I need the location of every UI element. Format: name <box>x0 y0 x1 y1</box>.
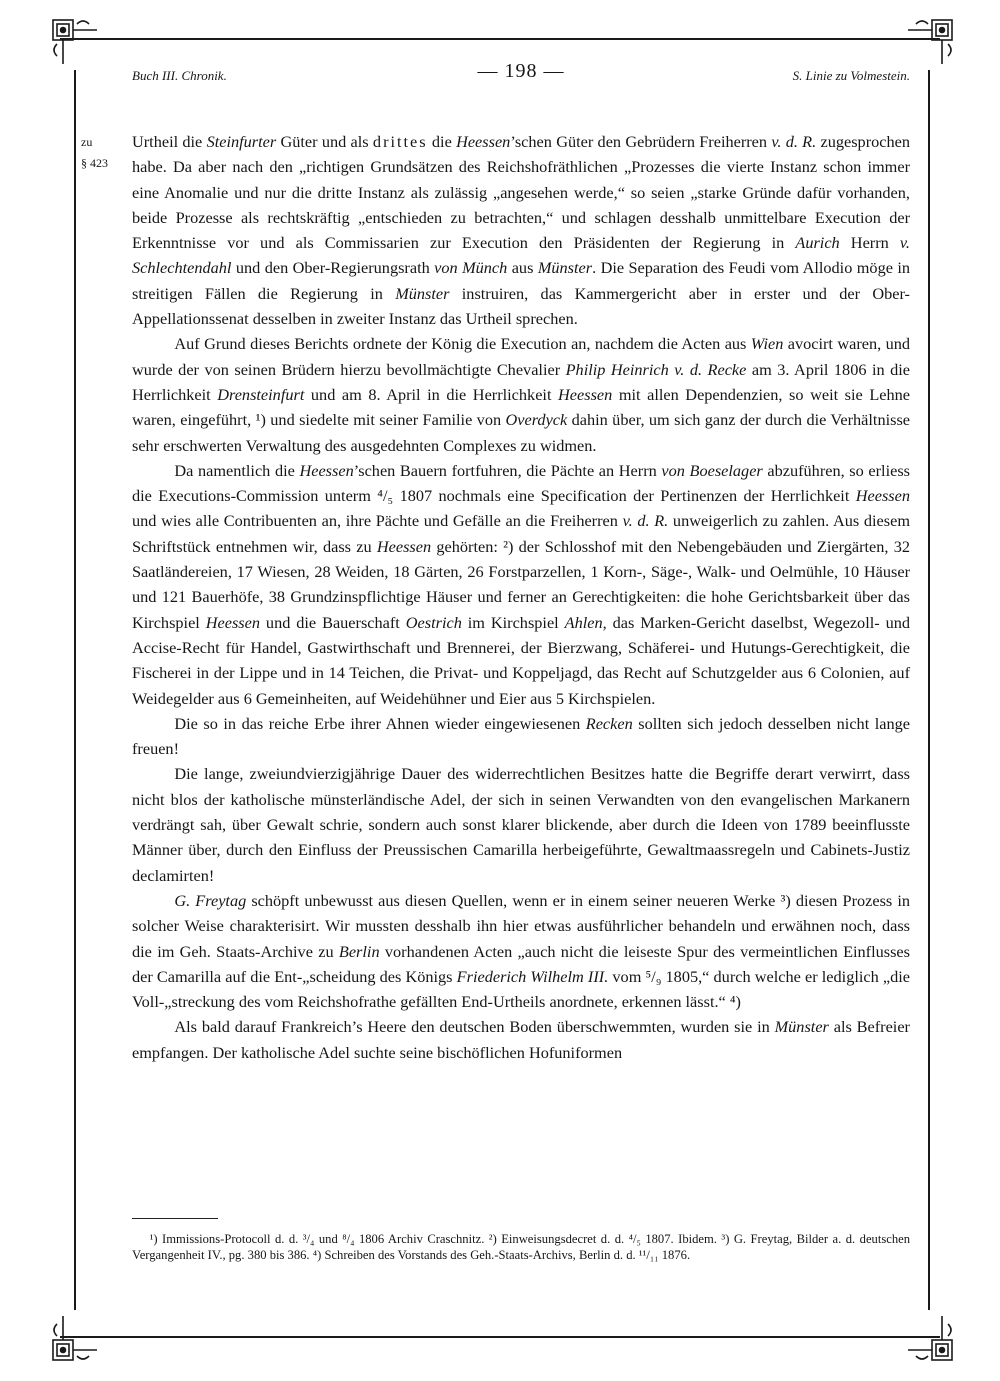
paragraph-1: Urtheil die Steinfurter Güter und als drittes die Heessen’schen Güter den Gebrüdern Freiherren v. d. R. zugesprochen habe. Da aber nach den „richtigen Grundsätzen des Reichshofräthlichen „Prozesses die vierte Instanz schon immer eine Anomalie und nur die dritte Instanz als zulässig „angesehen werde,“ so seien „starke Gründe dafür vorhanden, beide Prozesse als rechtskräftig „entschieden zu betrachten,“ und schlagen desshalb unmittelbare Execution der Erkenntnisse vor und als Commissarien zur Execution den Präsidenten der Regierung in Aurich Herrn v. Schlechtendahl und den Ober-Regierungsrath von Münch aus Münster. Die Separation des Feudi vom Allodio möge in streitigen Fällen die Regierung in Münster instruiren, das Kammergericht aber in erster und der Ober-Appellationssenat desselben in zweiter Instanz das Urtheil sprechen. <box>132 132 911 329</box>
frame-top-line <box>60 38 940 40</box>
frame-right-line <box>928 70 930 1310</box>
paragraph-7: Als bald darauf Frankreich’s Heere den deutschen Boden überschwemmten, wurden sie in Münster als Befreier empfangen. Der katholische Adel suchte seine bischöflichen Hofuniformen <box>132 1017 910 1062</box>
corner-ornament-bottom-left <box>47 1308 105 1366</box>
main-text <box>132 129 910 1065</box>
paragraph-4: Die so in das reiche Erbe ihrer Ahnen wieder eingewiesenen Recken sollten sich jedoch desselben nicht lange freuen! <box>132 713 910 759</box>
frame-left-line <box>74 70 76 1310</box>
paragraph-5: Die lange, zweiundvierzigjährige Dauer des widerrechtlichen Besitzes hatte die Begriffe derart verwirrt, dass nicht blos der katholische münsterländische Adel, der sich in seinen Verwandten von den evangelischen Markanern verdrängt sah, über Gewalt schrie, sondern auch sonst klarer blickende, aber durch die Ideen von 1789 beeinflusste Männer über, durch den Einfluss der Preussischen Camarilla herbeigeführte, Gewaltmaassregeln und Cabinets-Justiz declamirten! <box>132 764 910 885</box>
header-right-title: S. Linie zu Volmestein. <box>792 68 910 83</box>
margin-note-paragraph-ref: § 423 <box>81 156 108 170</box>
paragraph-3: Da namentlich die Heessen’schen Bauern fortfuhren, die Pächte an Herrn von Boeselager abzuführen, so erliess die Executions-Commission unterm ⁴/₅ 1807 nochmals eine Specification der Pertinenzen der Herrlichkeit Heessen und wies alle Contribuenten an, ihre Pächte und Gefälle an die Freiherren v. d. R. unweigerlich zu zahlen. Aus diesem Schriftstück entnehmen wir, dass zu Heessen gehörten: ²) der Schlosshof mit den Nebengebäuden und Ziergärten, 32 Saatländereien, 17 Wiesen, 28 Weiden, 18 Gärten, 26 Forstparzellen, 1 Korn-, Säge-, Walk- und Oelmühle, 10 Häuser und 121 Bauerhöfe, 38 Grundzinspflichtige Häuser und ferner an Gerechtigkeiten: die hohe Gerichtsbarkeit über das Kirchspiel Heessen und die Bauerschaft Oestrich im Kirchspiel Ahlen, das Marken-Gericht daselbst, Wegezoll- und Accise-Recht für Handel, Gastwirthschaft und Brennerei, der Bierzwang, Schäferei- und Hutungs-Gerechtigkeit, die Fischerei in der Lippe und in 14 Teichen, die Privat- und Koppeljagd, das Recht auf Schutzgelder aus 6 Colonien, auf Weidegelder aus 6 Gemeinheiten, auf Weidehühner und Eier aus 5 Kirchspielen. <box>132 460 911 708</box>
margin-note-zu: zu <box>81 135 93 149</box>
paragraph-6: G. Freytag schöpft unbewusst aus diesen Quellen, wenn er in einem seiner neueren Werke ³) diesen Prozess in solcher Weise charakterisirt. Wir mussten desshalb ihn hier etwas ausführlicher behandeln und erwähnen noch, dass die im Geh. Staats-Archive zu Berlin vorhandenen Acten „auch nicht die leiseste Spur des vermeintlichen Einflusses der Camarilla auf die Ent-„scheidung des Königs Friederich Wilhelm III. vom ⁵/₉ 1805,“ durch welche er lediglich „die Voll-„streckung des vom Reichshofrathe gefällten End-Urtheils anordnete, erkennen lässt.“ ⁴) <box>132 890 911 1012</box>
corner-ornament-bottom-right <box>900 1308 958 1366</box>
paragraph-2: Auf Grund dieses Berichts ordnete der König die Execution an, nachdem die Acten aus Wien avocirt waren, und wurde der von seinen Brüdern hierzu bevollmächtigte Chevalier Philip Heinrich v. d. Recke am 3. April 1806 in die Herrlichkeit Drensteinfurt und am 8. April in die Herrlichkeit Heessen mit allen Dependenzien, so weit sie Lehne waren, eingeführt, ¹) und siedelte mit seiner Familie von Overdyck dahin über, um sich ganz der durch die Verhältnisse sehr erschwerten Verwaltung des ausgedehnten Complexes zu widmen. <box>132 334 911 455</box>
footnote-rule <box>132 1218 218 1219</box>
corner-ornament-top-left <box>47 14 105 72</box>
frame-bottom-line <box>60 1336 940 1338</box>
page-number: — 198 — <box>477 60 565 82</box>
running-header <box>132 58 910 88</box>
footnotes <box>132 1231 910 1263</box>
header-left-title: Buch III. Chronik. <box>132 68 227 83</box>
footnote-text: ¹) Immissions-Protocoll d. d. ³/₄ und ⁸/₄ 1806 Archiv Craschnitz. ²) Einweisungsdecret d. d. ⁴/₅ 1807. Ibidem. ³) G. Freytag, Bilder a. d. deutschen Vergangenheit IV., pg. 380 bis 386. ⁴) Schreiben des Vorstands des Geh.-Staats-Archivs, Berlin d. d. ¹¹/₁₁ 1876. <box>132 1232 910 1262</box>
